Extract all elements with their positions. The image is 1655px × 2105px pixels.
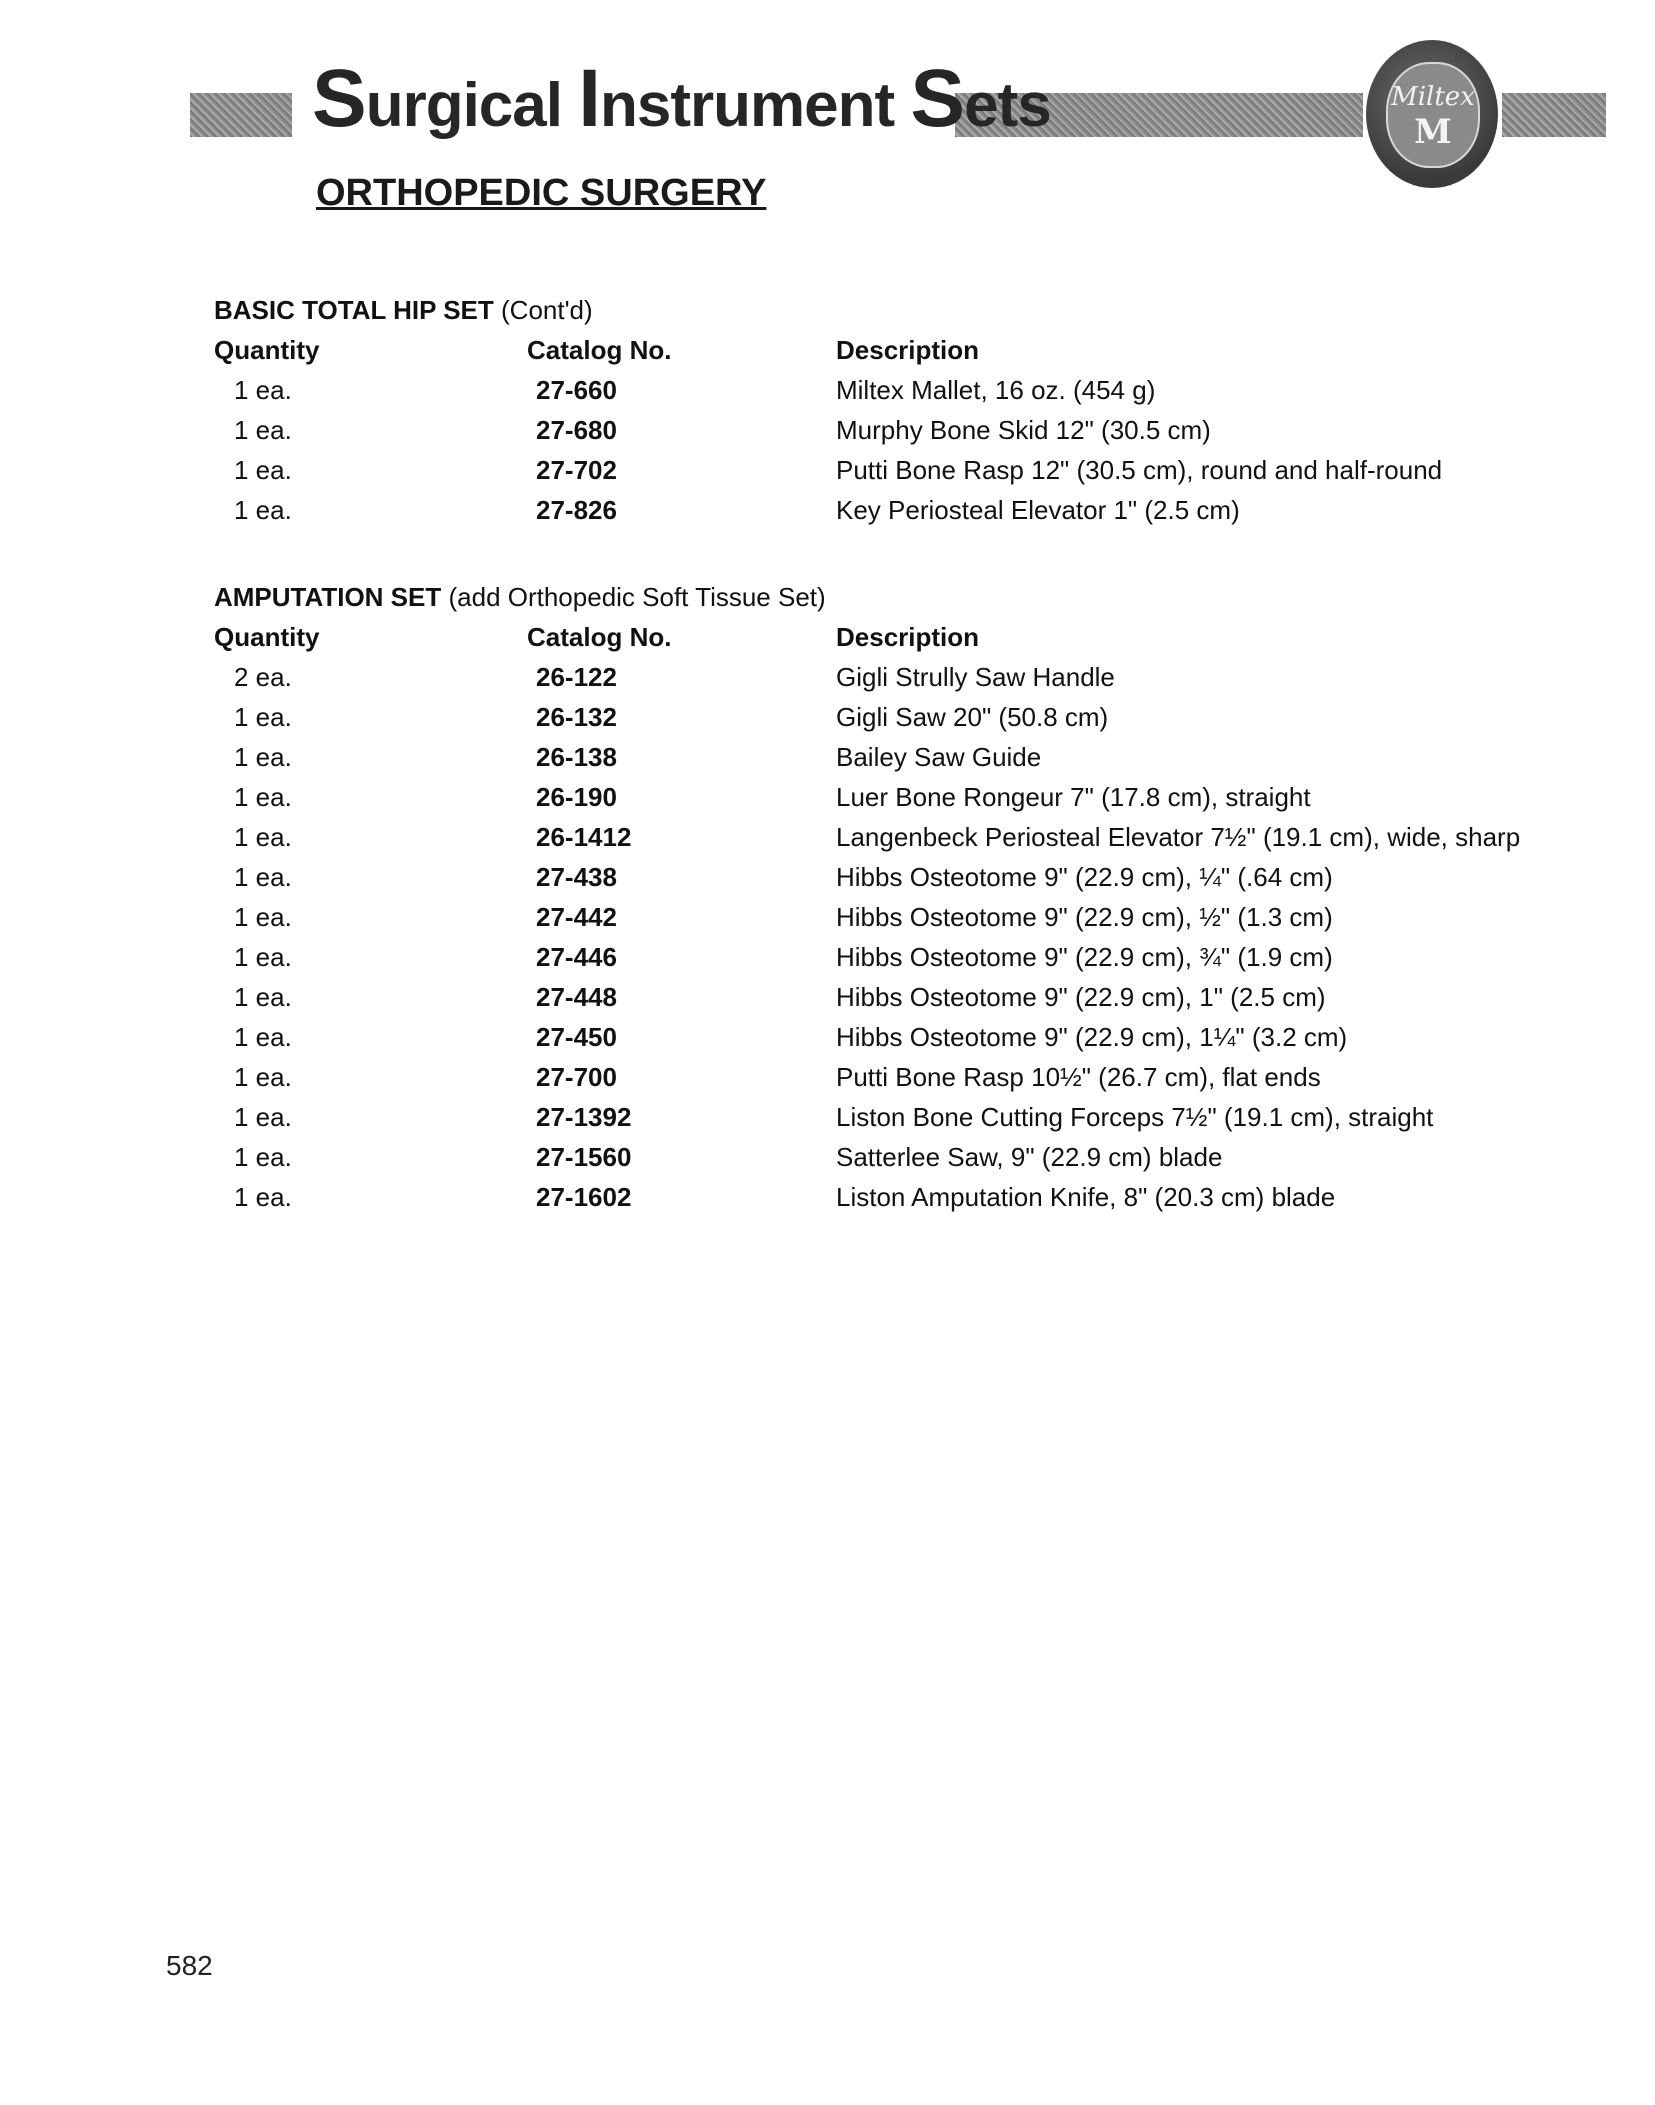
catalog-header: Catalog No. — [527, 622, 672, 652]
table-row — [214, 1097, 1544, 1137]
description-cell: Luer Bone Rongeur 7" (17.8 cm), straight — [836, 782, 1311, 812]
quantity-cell: 1 ea. — [234, 495, 292, 525]
title-word-1: urgical — [365, 71, 579, 140]
table-row — [214, 977, 1544, 1017]
table-row — [214, 450, 1544, 490]
quantity-cell: 1 ea. — [234, 702, 292, 732]
description-cell: Gigli Saw 20" (50.8 cm) — [836, 702, 1109, 732]
column-headers — [214, 617, 1544, 657]
quantity-cell: 1 ea. — [234, 742, 292, 772]
quantity-cell: 1 ea. — [234, 1022, 292, 1052]
page-number: 582 — [166, 1950, 213, 1981]
title-cap-1: S — [312, 53, 366, 144]
description-cell: Hibbs Osteotome 9" (22.9 cm), ¼" (.64 cm) — [836, 862, 1333, 892]
title-word-3: ets — [964, 71, 1051, 140]
logo-emblem — [1386, 62, 1480, 168]
table-row — [214, 1137, 1544, 1177]
amputation-set — [214, 577, 1544, 1217]
header-bar-right — [1502, 93, 1606, 137]
header-bar-left — [190, 93, 292, 137]
set-note: (add Orthopedic Soft Tissue Set) — [448, 582, 826, 612]
quantity-header: Quantity — [214, 622, 320, 652]
basic-total-hip-set — [214, 290, 1544, 530]
table-row — [214, 857, 1544, 897]
description-cell: Satterlee Saw, 9" (22.9 cm) blade — [836, 1142, 1223, 1172]
table-row — [214, 777, 1544, 817]
set-name: BASIC TOTAL HIP SET — [214, 295, 494, 325]
quantity-cell: 1 ea. — [234, 415, 292, 445]
table-row — [214, 490, 1544, 530]
quantity-cell: 1 ea. — [234, 375, 292, 405]
quantity-cell: 1 ea. — [234, 822, 292, 852]
quantity-header: Quantity — [214, 335, 320, 365]
catalog-cell: 27-1560 — [536, 1142, 632, 1172]
quantity-cell: 1 ea. — [234, 1182, 292, 1212]
quantity-cell: 2 ea. — [234, 662, 292, 692]
table-row — [214, 937, 1544, 977]
table-row — [214, 737, 1544, 777]
catalog-cell: 26-138 — [536, 742, 617, 772]
title-cap-3: S — [910, 53, 965, 144]
catalog-cell: 27-446 — [536, 942, 617, 972]
table-row — [214, 1177, 1544, 1217]
description-cell: Langenbeck Periosteal Elevator 7½" (19.1 cm), wide, sharp — [836, 822, 1521, 852]
catalog-cell: 27-680 — [536, 415, 617, 445]
catalog-header: Catalog No. — [527, 335, 672, 365]
table-row — [214, 897, 1544, 937]
table-row — [214, 697, 1544, 737]
description-cell: Miltex Mallet, 16 oz. (454 g) — [836, 375, 1156, 405]
miltex-logo — [1366, 40, 1498, 188]
title-cap-2: I — [578, 53, 601, 144]
catalog-cell: 26-132 — [536, 702, 617, 732]
quantity-cell: 1 ea. — [234, 1062, 292, 1092]
description-cell: Gigli Strully Saw Handle — [836, 662, 1115, 692]
catalog-cell: 27-1392 — [536, 1102, 632, 1132]
catalog-cell: 26-190 — [536, 782, 617, 812]
description-cell: Liston Bone Cutting Forceps 7½" (19.1 cm), straight — [836, 1102, 1434, 1132]
section-heading: ORTHOPEDIC SURGERY — [316, 172, 767, 214]
quantity-cell: 1 ea. — [234, 1142, 292, 1172]
catalog-cell: 27-826 — [536, 495, 617, 525]
description-cell: Hibbs Osteotome 9" (22.9 cm), 1" (2.5 cm) — [836, 982, 1326, 1012]
catalog-cell: 26-122 — [536, 662, 617, 692]
quantity-cell: 1 ea. — [234, 982, 292, 1012]
catalog-cell: 27-450 — [536, 1022, 617, 1052]
description-cell: Key Periosteal Elevator 1" (2.5 cm) — [836, 495, 1240, 525]
set-title — [214, 577, 1544, 617]
quantity-cell: 1 ea. — [234, 455, 292, 485]
quantity-cell: 1 ea. — [234, 782, 292, 812]
description-header: Description — [836, 622, 980, 652]
description-cell: Liston Amputation Knife, 8" (20.3 cm) blade — [836, 1182, 1336, 1212]
set-name: AMPUTATION SET — [214, 582, 442, 612]
logo-letter: M — [1414, 112, 1452, 152]
catalog-cell: 27-702 — [536, 455, 617, 485]
quantity-cell: 1 ea. — [234, 902, 292, 932]
column-headers — [214, 330, 1544, 370]
catalog-cell: 27-1602 — [536, 1182, 632, 1212]
quantity-cell: 1 ea. — [234, 1102, 292, 1132]
quantity-cell: 1 ea. — [234, 862, 292, 892]
quantity-cell: 1 ea. — [234, 942, 292, 972]
table-row — [214, 1057, 1544, 1097]
catalog-cell: 27-660 — [536, 375, 617, 405]
set-title — [214, 290, 1544, 330]
description-cell: Murphy Bone Skid 12" (30.5 cm) — [836, 415, 1211, 445]
page-title — [312, 53, 1051, 144]
table-row — [214, 1017, 1544, 1057]
description-cell: Putti Bone Rasp 10½" (26.7 cm), flat ends — [836, 1062, 1321, 1092]
set-note: (Cont'd) — [501, 295, 593, 325]
catalog-cell: 27-438 — [536, 862, 617, 892]
description-cell: Hibbs Osteotome 9" (22.9 cm), 1¼" (3.2 cm) — [836, 1022, 1348, 1052]
description-header: Description — [836, 335, 980, 365]
description-cell: Bailey Saw Guide — [836, 742, 1042, 772]
table-row — [214, 817, 1544, 857]
table-row — [214, 370, 1544, 410]
description-cell: Hibbs Osteotome 9" (22.9 cm), ½" (1.3 cm) — [836, 902, 1333, 932]
logo-script-text: Miltex — [1391, 82, 1475, 112]
table-row — [214, 410, 1544, 450]
title-word-2: nstrument — [600, 71, 911, 140]
catalog-cell: 27-442 — [536, 902, 617, 932]
description-cell: Hibbs Osteotome 9" (22.9 cm), ¾" (1.9 cm) — [836, 942, 1333, 972]
catalog-cell: 26-1412 — [536, 822, 632, 852]
table-row — [214, 657, 1544, 697]
description-cell: Putti Bone Rasp 12" (30.5 cm), round and half-round — [836, 455, 1443, 485]
catalog-cell: 27-700 — [536, 1062, 617, 1092]
catalog-cell: 27-448 — [536, 982, 617, 1012]
